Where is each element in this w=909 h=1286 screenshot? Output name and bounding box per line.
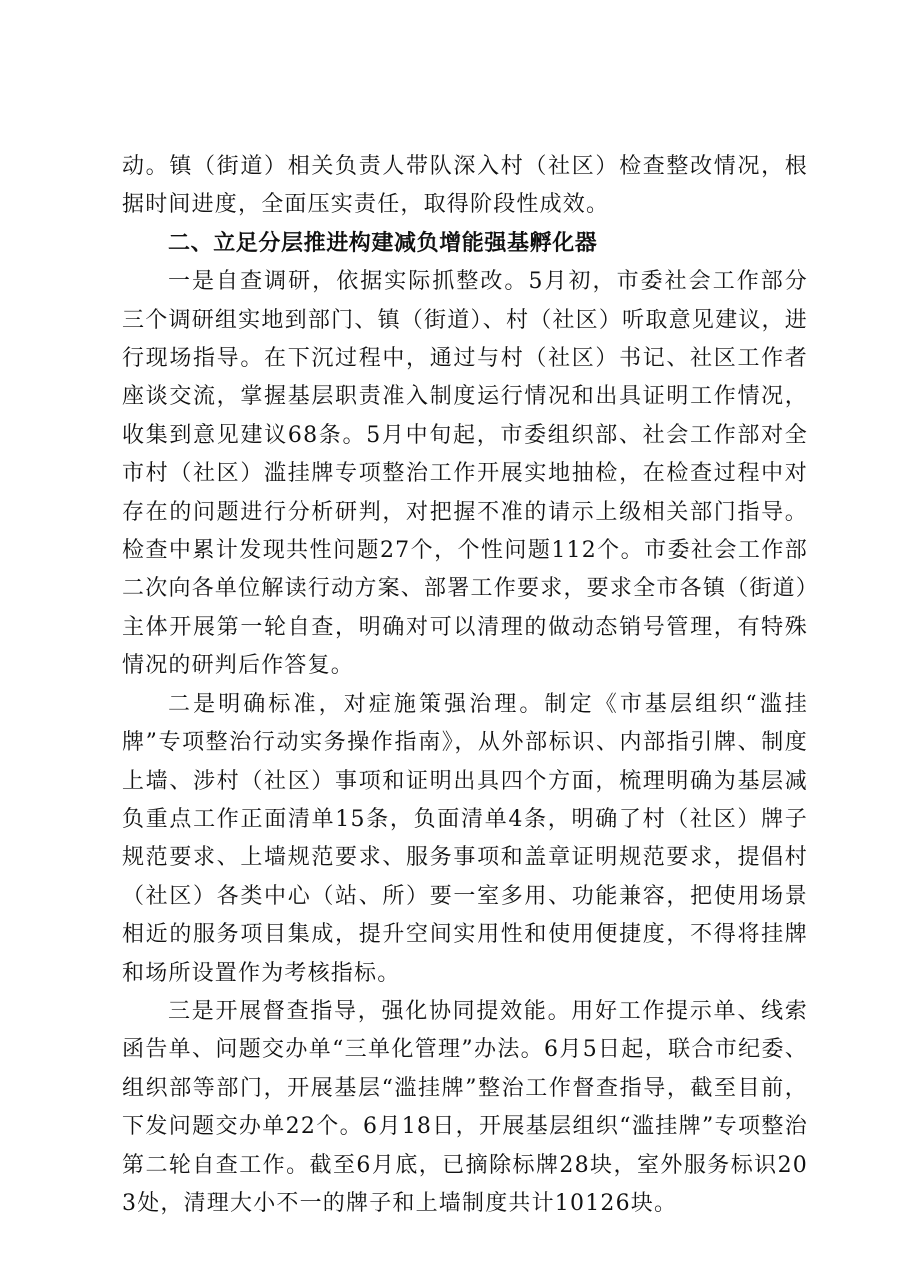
document-body [122, 148, 808, 1223]
paragraph-continuation: 动。镇（街道）相关负责人带队深入村（社区）检查整改情况，根据时间进度，全面压实责任，取得阶段性成效。 [122, 154, 808, 218]
paragraph-supervision: 三是开展督查指导，强化协同提效能。用好工作提示单、线索函告单、问题交办单“三单化管理”办法。6月5日起，联合市纪委、组织部等部门，开展基层“滥挂牌”整治工作督查指导，截至目前，下发问题交办单22个。6月18日，开展基层组织“滥挂牌”专项整治第二轮自查工作。截至6月底，已摘除标牌28块，室外服务标识203处，清理大小不一的牌子和上墙制度共计10126块。 [122, 998, 808, 1216]
paragraph-standards: 二是明确标准，对症施策强治理。制定《市基层组织“滥挂牌”专项整治行动实务操作指南》，从外部标识、内部指引牌、制度上墙、涉村（社区）事项和证明出具四个方面，梳理明确为基层减负重点工作正面清单15条，负面清单4条，明确了村（社区）牌子规范要求、上墙规范要求、服务事项和盖章证明规范要求，提倡村（社区）各类中心（站、所）要一室多用、功能兼容，把使用场景相近的服务项目集成，提升空间实用性和使用便捷度，不得将挂牌和场所设置作为考核指标。 [122, 691, 808, 986]
section-heading: 二、立足分层推进构建减负增能强基孵化器 [168, 230, 598, 256]
paragraph-self-inspection: 一是自查调研，依据实际抓整改。5月初，市委社会工作部分三个调研组实地到部门、镇（街道）、村（社区）听取意见建议，进行现场指导。在下沉过程中，通过与村（社区）书记、社区工作者座谈交流，掌握基层职责准入制度运行情况和出具证明工作情况，收集到意见建议68条。5月中旬起，市委组织部、社会工作部对全市村（社区）滥挂牌专项整治工作开展实地抽检，在检查过程中对存在的问题进行分析研判，对把握不准的请示上级相关部门指导。检查中累计发现共性问题27个，个性问题112个。市委社会工作部二次向各单位解读行动方案、部署工作要求，要求全市各镇（街道）主体开展第一轮自查，明确对可以清理的做动态销号管理，有特殊情况的研判后作答复。 [122, 269, 808, 679]
